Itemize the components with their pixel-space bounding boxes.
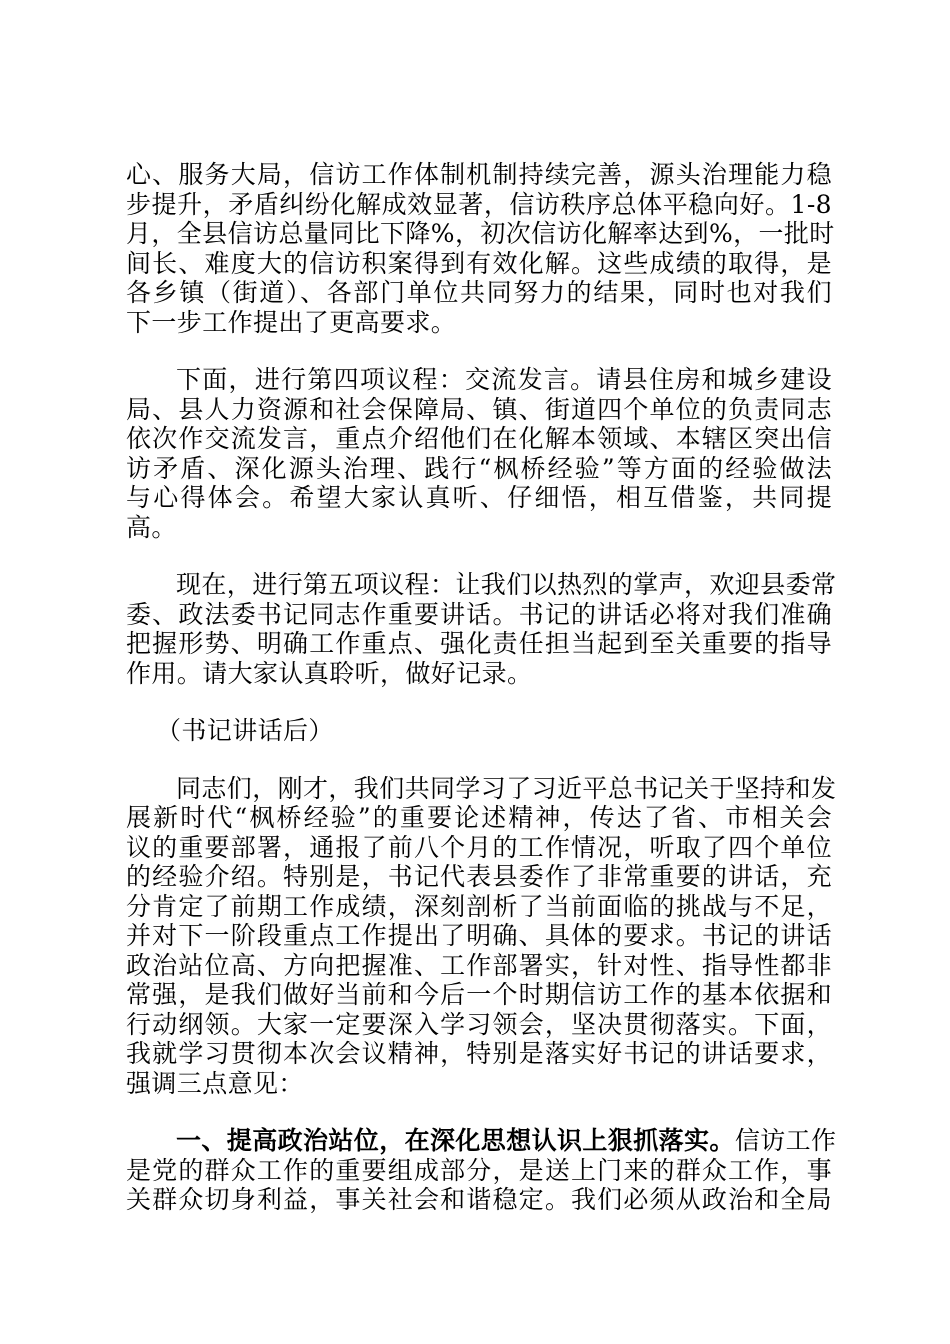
heading-continuation: 信访工作 [734,1126,837,1155]
text-line: 心、服务大局，信访工作体制机制持续完善，源头治理能力稳 [126,160,832,189]
text-line: 局、县人力资源和社会保障局、镇、街道四个单位的负责同志 [126,394,832,424]
text-line: 强调三点意见： [126,1068,304,1098]
text-line: 步提升，矛盾纠纷化解成效显著，信访秩序总体平稳向好。1-8 [126,189,832,219]
paragraph-3 [126,570,837,688]
text-line: 议的重要部署，通报了前八个月的工作情况，听取了四个单位 [126,832,832,862]
text-line: 现在，进行第五项议程：让我们以热烈的掌声，欢迎县委常 [176,570,837,599]
text-line: 依次作交流发言，重点介绍他们在化解本领域、本辖区突出信 [126,424,832,453]
text-line: 月，全县信访总量同比下降%，初次信访化解率达到%，一批时 [126,219,835,248]
paragraph-2 [126,365,832,542]
text-line: 下面，进行第四项议程：交流发言。请县住房和城乡建设 [176,365,832,394]
paragraph-1 [126,160,835,337]
text-line: 行动纲领。大家一定要深入学习领会，坚决贯彻落实。下面， [126,1009,832,1039]
paragraph-6 [126,1126,837,1215]
text-line: 是党的群众工作的重要组成部分，是送上门来的群众工作，事 [126,1155,832,1185]
text-line: 关群众切身利益，事关社会和谐稳定。我们必须从政治和全局 [126,1185,832,1214]
text-line: 我就学习贯彻本次会议精神，特别是落实好书记的讲话要求， [126,1039,832,1068]
document-page [126,160,837,1243]
text-line: 的经验介绍。特别是，书记代表县委作了非常重要的讲话，充 [126,862,832,891]
text-line: 政治站位高、方向把握准、工作部署实，针对性、指导性都非 [126,950,832,980]
text-line: 委、政法委书记同志作重要讲话。书记的讲话必将对我们准确 [126,599,832,629]
paragraph-5 [126,773,837,1099]
text-line: 同志们，刚才，我们共同学习了习近平总书记关于坚持和发 [176,773,837,803]
text-line: 分肯定了前期工作成绩，深刻剖析了当前面临的挑战与不足， [126,891,832,921]
text-line: 间长、难度大的信访积案得到有效化解。这些成绩的取得，是 [126,248,832,278]
paragraph-4 [126,716,832,746]
text-line: 下一步工作提出了更高要求。 [126,307,457,337]
text-line: 常强，是我们做好当前和今后一个时期信访工作的基本依据和 [126,980,832,1009]
text-line: 作用。请大家认真聆听，做好记录。 [126,658,533,688]
text-line: 高。 [126,512,177,542]
text-line: 与心得体会。希望大家认真听、仔细悟，相互借鉴，共同提 [126,483,832,512]
text-line: （书记讲话后） [156,716,334,745]
text-line: 并对下一阶段重点工作提出了明确、具体的要求。书记的讲话 [126,921,832,950]
text-line: 把握形势、明确工作重点、强化责任担当起到至关重要的指导 [126,629,832,658]
text-line: 各乡镇（街道）、各部门单位共同努力的结果，同时也对我们 [126,278,832,307]
section-heading: 一、提高政治站位，在深化思想认识上狠抓落实。 [176,1126,735,1155]
text-line: 展新时代“枫桥经验”的重要论述精神，传达了省、市相关会 [126,803,832,832]
heading-line [126,1126,837,1156]
text-line: 访矛盾、深化源头治理、践行“枫桥经验”等方面的经验做法 [126,453,832,483]
